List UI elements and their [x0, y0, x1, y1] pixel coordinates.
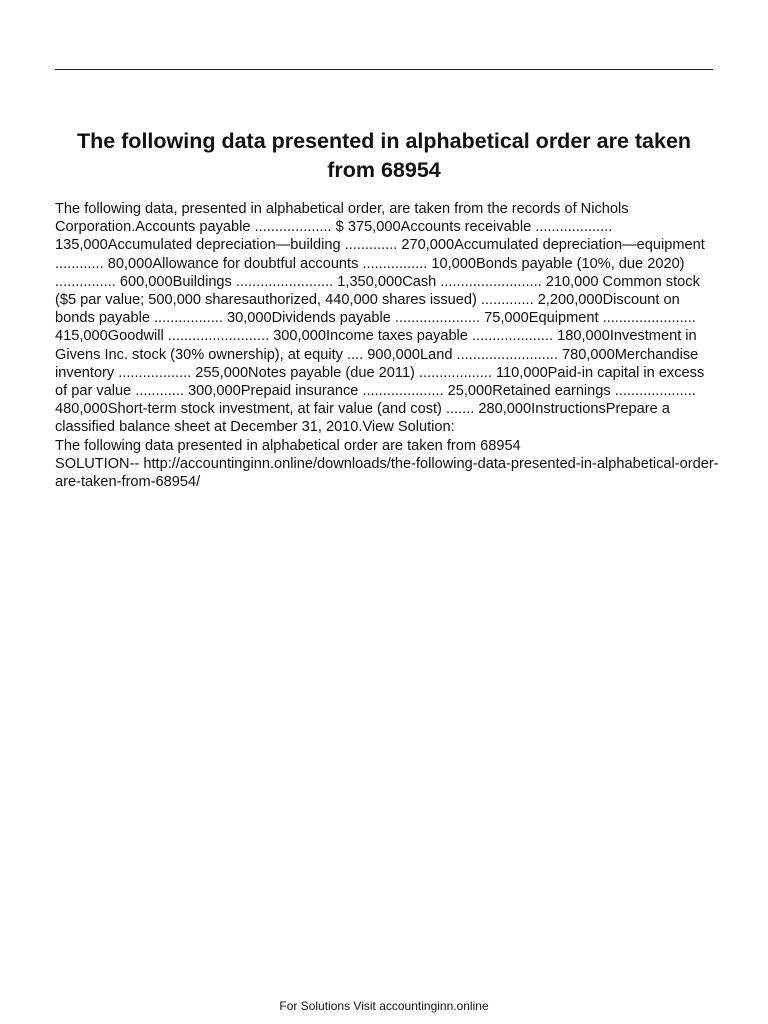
- page-footer: For Solutions Visit accountinginn.online: [279, 999, 489, 1013]
- repeated-title-line: The following data presented in alphabetical order are taken from 68954: [55, 437, 521, 454]
- problem-paragraph: The following data, presented in alphabetical order, are taken from the records of Nichols Corporation.Accounts payable ................... $ 375,000Accounts receivable ................... 135,000Accumulated depreciation—building ............. 270,000Accumulated depreciation—equipment ............ 80,000Allowance for doubtful accounts ................ 10,000Bonds payable (10%, due 2020) ............... 600,000Buildings ........................ 1,350,000Cash ......................... 210,000 Common stock ($5 par value; 500,000 sharesauthorized, 440,000 shares issued) ............. 2,200,000Discount on bonds payable ................. 30,000Dividends payable ..................... 75,000Equipment ....................... 415,000Goodwill ......................... 300,000Income taxes payable .................... 180,000Investment in Givens Inc. stock (30% ownership), at equity .... 900,000Land ......................... 780,000Merchandise inventory .................. 255,000Notes payable (due 2011) .................. 110,000Paid-in capital in excess of par value ............ 300,000Prepaid insurance .................... 25,000Retained earnings .................... 480,000Short-term stock investment, at fair value (and cost) ....... 280,000InstructionsPrepare a classified balance sheet at December 31, 2010.View Solution:: [55, 201, 705, 436]
- document-title: The following data presented in alphabetical order are taken from 68954: [76, 129, 692, 182]
- document-body: [55, 200, 719, 491]
- solution-link-line: SOLUTION-- http://accountinginn.online/downloads/the-following-data-presented-in-alphabetical-order-are-taken-from-68954/: [55, 455, 719, 491]
- top-horizontal-rule: [55, 69, 713, 70]
